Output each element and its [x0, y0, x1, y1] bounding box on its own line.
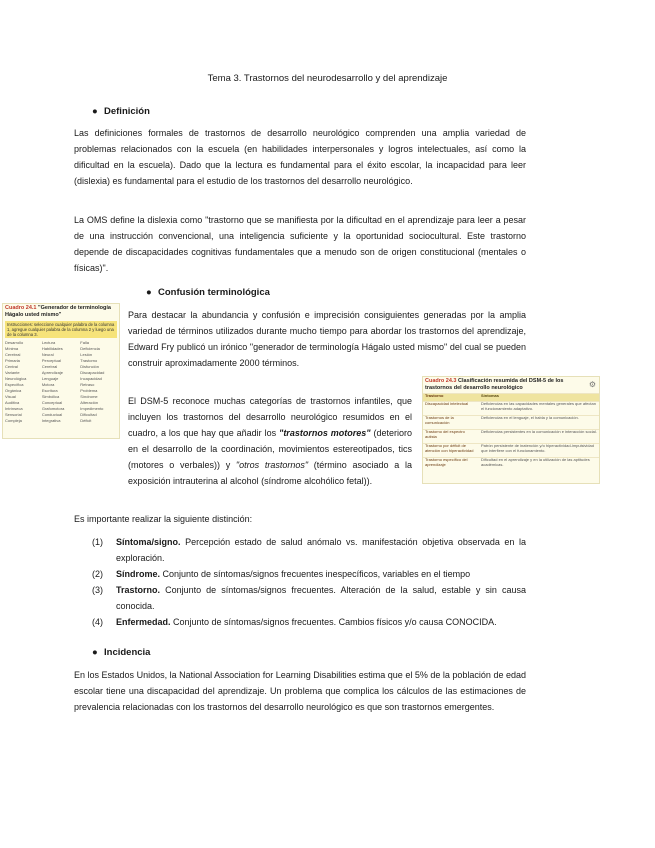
list-number: (1): [92, 537, 103, 547]
bullet-icon: ●: [146, 287, 152, 298]
paragraph-definition: [74, 126, 526, 190]
table-row: [423, 416, 599, 430]
table-cell: Lenguaje: [41, 375, 59, 381]
section-heading-label: Confusión terminológica: [158, 287, 270, 298]
table-cell: Cerebral: [5, 351, 21, 357]
table-cell: Conceptual: [41, 399, 63, 405]
paragraph-oms: [74, 213, 526, 277]
emphasis-motor-disorders: "trastornos motores": [279, 427, 371, 438]
figure-dsm5-classification: [422, 376, 600, 484]
section-heading-label: Incidencia: [104, 647, 151, 658]
table-row: [423, 444, 599, 458]
list-text: Conjunto de síntomas/signos frecuentes. Cambios físicos y/o causa CONOCIDA.: [170, 616, 497, 627]
table-cell: Deficiencias en el lenguaje, el habla y la comunicación.: [479, 416, 599, 430]
paragraph-distinction: [74, 512, 526, 528]
paragraph-text: En los Estados Unidos, la National Association for Learning Disabilities estima que el 5% de la población de edad escolar tiene una discapacidad del aprendizaje. Un problema que complica los cálculos de las estimaciones de prevalencia relacionadas con los trastornos del desarrollo neurológico es que son trastornos emergentes.: [74, 670, 526, 712]
table-cell: Trastorno específico del aprendizaje: [423, 458, 479, 472]
table-cell: Dificultad en el aprendizaje y en la utilización de las aptitudes académicas.: [479, 458, 599, 472]
paragraph-dsm5: [74, 394, 412, 489]
table-cell: Problema: [80, 387, 98, 393]
table-cell: Habilidades: [41, 345, 63, 351]
list-item: [92, 583, 526, 615]
table-cell: Integrativa: [41, 417, 61, 423]
emphasis-other-disorders: "otros trastornos": [235, 459, 309, 470]
list-term: Síntoma/signo.: [116, 537, 181, 547]
table-cell: Neurológica: [5, 375, 27, 381]
table-cell: Incapacidad: [80, 375, 102, 381]
table-cell: Lectura: [41, 339, 56, 345]
list-item: [92, 615, 526, 631]
table-cell: Trastornos de la comunicación: [423, 416, 479, 430]
table-cell: Discapacidad intelectual: [423, 402, 479, 416]
dsm5-table: [423, 393, 599, 471]
table-cell: Simbólica: [41, 393, 60, 399]
table-cell: Variante: [5, 369, 20, 375]
table-cell: Orgánica: [5, 387, 22, 393]
table-cell: Neural: [41, 351, 54, 357]
list-text: Conjunto de síntomas/signos frecuentes inespecíficos, variables en el tiempo: [160, 568, 471, 579]
table-cell: Grafomotora: [41, 405, 65, 411]
list-number: (3): [92, 584, 103, 595]
table-cell: Retraso: [80, 381, 95, 387]
section-heading-label: Definición: [104, 106, 150, 117]
list-text: Percepción estado de salud anómalo vs. manifestación objetiva observada en la exploración.: [116, 537, 526, 563]
table-cell: Desarrollo: [5, 339, 24, 345]
paragraph-text: Las definiciones formales de trastornos de desarrollo neurológico comprenden una amplia variedad de problemas relacionados con la escuela (en habilidades interpersonales y logros intelectuales, así como la dificultad en la escuela). Dado que la lectura es fundamental para el éxito escolar, la incapacidad para leer (dislexia) es fundamental para el estudio de los trastornos del desarrollo neurológico.: [74, 128, 526, 186]
list-number: (4): [92, 616, 103, 627]
paragraph-text-part: El DSM-5 reconoce muchas categorías de trastornos infantiles, que incluyen los trastornos del desarrollo neurológico resumidos en el cuadro, a los que hay que añadir los: [128, 396, 412, 438]
table-cell: Disfunción: [80, 363, 99, 369]
table-cell: Escritura: [41, 387, 58, 393]
list-text: Conjunto de síntomas/signos frecuentes. Alteración de la salud, estable y sin causa conocida.: [116, 584, 526, 611]
figure-instructions: Instrucciones: seleccione cualquier palabra de la columna 1, agregue cualquier palabra de la columna 2 y luego una de la columna 3.: [5, 321, 117, 338]
distinction-list: [92, 535, 526, 630]
table-cell: Trastorno del espectro autista: [423, 430, 479, 444]
list-item: [92, 567, 526, 583]
section-heading-confusion: [146, 287, 270, 298]
table-cell: Deficiencias en las capacidades mentales generales que afectan el funcionamiento adaptativo.: [479, 402, 599, 416]
list-term: Enfermedad.: [116, 616, 171, 627]
paragraph-text-part: (deterioro en el desarrollo de la coordinación, movimientos estereotipados, tics (motores o verbales)) y: [128, 427, 412, 470]
paragraph-text-part: (término asociado a la exposición intrauterina al alcohol (síndrome alcohólico fetal)).: [128, 459, 412, 486]
table-cell: Déficit: [80, 417, 92, 423]
figure-caption: [423, 377, 599, 393]
list-item: [92, 535, 526, 567]
paragraph-terminology: [128, 308, 526, 372]
table-cell: Compleja: [5, 417, 22, 423]
list-term: Síndrome.: [116, 568, 161, 579]
bullet-icon: ●: [92, 647, 98, 658]
table-cell: Impedimento: [80, 405, 104, 411]
table-cell: Primaria: [5, 357, 20, 363]
table-cell: Deficiencias persistentes en la comunicación e interacción social.: [479, 430, 599, 444]
table-cell: Cerebral: [41, 363, 58, 369]
paragraph-incidence: [74, 668, 526, 716]
table-row: [423, 402, 599, 416]
table-cell: Sensorial: [5, 411, 22, 417]
page-title: Tema 3. Trastornos del neurodesarrollo y del aprendizaje: [207, 73, 448, 84]
list-term: Trastorno.: [116, 584, 161, 595]
table-cell: Visual: [5, 393, 16, 399]
table-cell: Mínima: [5, 345, 19, 351]
table-cell: Dificultad: [80, 411, 97, 417]
paragraph-text: Es importante realizar la siguiente distinción:: [74, 514, 253, 524]
table-cell: Auditiva: [5, 399, 20, 405]
table-cell: Patrón persistente de inatención y/o hiperactividad-impulsividad que interfiere con el funcionamiento.: [479, 444, 599, 458]
paragraph-text: La OMS define la dislexia como "trastorno que se manifiesta por la dificultad en el aprendizaje para leer a pesar de una instrucción convencional, una inteligencia suficiente y la oportunidad sociocultural. Este trastorno depende de discapacidades cognitivas fundamentales que a menudo son de origen constitucional (mentales o físicas)".: [74, 215, 526, 273]
table-cell: Conductual: [41, 411, 63, 417]
section-heading-incidencia: [92, 647, 150, 658]
table-header-cell: Trastorno: [423, 394, 479, 402]
gear-icon: ⚙: [588, 380, 596, 389]
table-cell: Aprendizaje: [41, 369, 63, 375]
paragraph-text: Para destacar la abundancia y confusión e imprecisión consiguientes generadas por la amplia variedad de términos utilizados durante mucho tiempo para abordar los trastornos del aprendizaje, Edward Fry publicó un irónico "generador de terminología Hágalo usted mismo" del cual se pueden construir aproximadamente 2000 términos.: [128, 310, 526, 368]
paragraph-text: [74, 394, 412, 489]
figure-title: "Generador de terminología Hágalo usted mismo": [5, 305, 111, 318]
table-cell: Deficiencia: [80, 345, 100, 351]
table-cell: Específica: [5, 381, 24, 387]
table-cell: Perceptual: [41, 357, 61, 363]
section-heading-definicion: [92, 106, 150, 117]
table-cell: Motora: [41, 381, 55, 387]
figure-caption: [3, 304, 119, 320]
table-header-cell: Síntomas: [479, 394, 599, 402]
table-row: [423, 458, 599, 472]
table-cell: Trastorno: [80, 357, 98, 363]
list-number: (2): [92, 568, 103, 579]
table-cell: Lesión: [80, 351, 93, 357]
table-cell: Intrínseca: [5, 405, 23, 411]
figure-number: Cuadro 24.3: [425, 378, 457, 384]
table-cell: Central: [5, 363, 18, 369]
table-cell: Alteración: [80, 399, 99, 405]
table-cell: Falla: [80, 339, 89, 345]
bullet-icon: ●: [92, 106, 98, 117]
figure-number: Cuadro 24.1: [5, 305, 37, 311]
table-cell: Trastorno por déficit de atención con hiperactividad: [423, 444, 479, 458]
table-cell: Discapacidad: [80, 369, 105, 375]
table-header-row: [423, 394, 599, 402]
table-cell: Síndrome: [80, 393, 98, 399]
figure-title: Clasificación resumida del DSM-5 de los trastornos del desarrollo neurológico: [425, 378, 564, 391]
table-row: [423, 430, 599, 444]
